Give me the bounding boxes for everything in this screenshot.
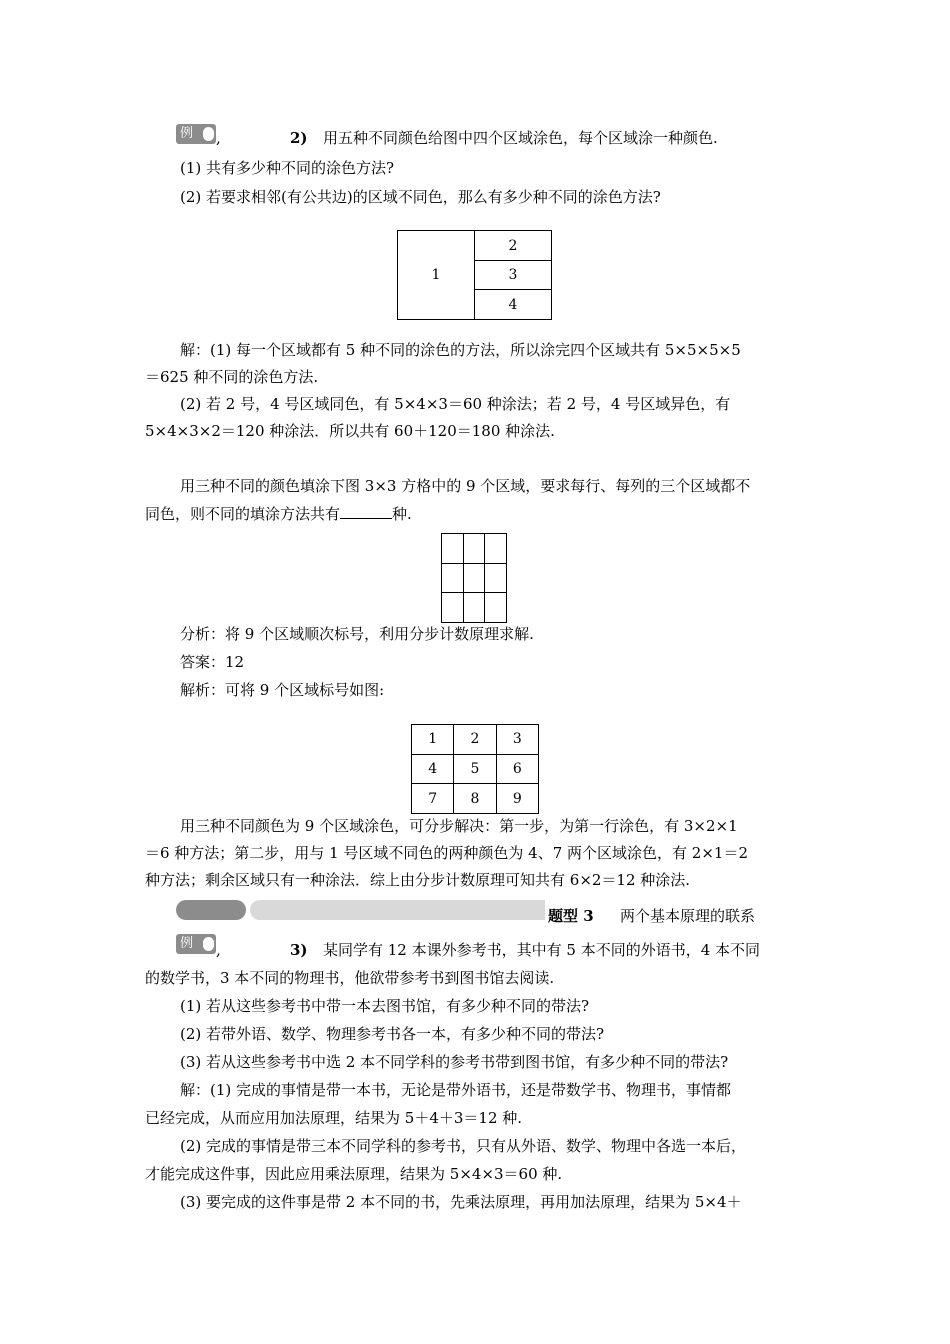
badge-pill-icon [203,127,214,141]
explain-text: 解析：可将 9 个区域标号如图: [180,681,385,699]
question-3: (3) 若从这些参考书中选 2 本不同学科的参考书带到图书馆，有多少种不同的带法? [180,1053,729,1071]
question-1: (1) 若从这些参考书中带一本去图书馆，有多少种不同的带法? [180,997,590,1015]
question-1: (1) 共有多少种不同的涂色方法? [180,159,395,177]
example-badge [176,124,216,144]
region-1 [398,231,475,319]
example-badge [176,934,216,954]
grid-cell: 4 [412,754,454,784]
example-badge-text: 例 [180,936,194,951]
grid-cell: 5 [454,754,496,784]
region-4-label: 4 [508,296,518,313]
solution-2-line-1: (2) 完成的事情是带三本不同学科的参考书，只有从外语、数学、物理中各选一本后， [180,1137,747,1155]
section-banner-light [250,900,545,920]
practice-solution-line-1: 用三种不同颜色为 9 个区域涂色，可分步解决：第一步，为第一行涂色，有 3×2×1 [180,817,738,835]
grid-cell: 3 [496,725,538,755]
grid-cell: 6 [496,754,538,784]
question-2: (2) 若要求相邻(有公共边)的区域不同色，那么有多少种不同的涂色方法? [180,188,661,206]
grid-cell [463,563,485,593]
practice-line-1: 用三种不同的颜色填涂下图 3×3 方格中的 9 个区域，要求每行、每列的三个区域都不 [180,477,751,495]
question-2: (2) 若带外语、数学、物理参考书各一本，有多少种不同的带法? [180,1025,605,1043]
example-number: 2) [290,129,308,147]
section-label: 题型 3 [548,907,594,925]
practice-solution-line-2: ＝6 种方法；第二步，用与 1 号区域不同色的两种颜色为 4、7 两个区域涂色，有 2×1＝2 [145,844,748,862]
grid-cell: 1 [412,725,454,755]
region-3 [475,261,551,290]
answer-text: 答案：12 [180,653,245,671]
region-2-label: 2 [508,237,518,254]
badge-pill-icon [203,937,214,951]
grid-cell [463,593,485,623]
grid-cell [485,534,507,564]
grid-cell [442,534,464,564]
grid-cell [442,563,464,593]
answer-blank [340,504,392,519]
solution-2-line-1: (2) 若 2 号，4 号区域同色，有 5×4×3＝60 种涂法；若 2 号，4 号区域异色，有 [180,395,731,413]
example-stem-line-2: 的数学书，3 本不同的物理书，他欲带参考书到图书馆去阅读. [145,969,555,987]
solution-1-line-2: ＝625 种不同的涂色方法. [145,368,319,386]
grid-cell [463,534,485,564]
grid-cell: 9 [496,784,538,814]
practice-line-2-text: 同色，则不同的填涂方法共有 [145,505,341,523]
region-1-label: 1 [431,267,441,283]
example-number: 3) [290,941,308,959]
example-stem-line-1: 某同学有 12 本课外参考书，其中有 5 本不同的外语书，4 本不同 [323,941,761,959]
region-2 [475,231,551,261]
numbered-3x3-grid [411,724,539,814]
practice-line-2 [145,504,412,524]
region-figure [397,230,552,320]
example-comma: , [216,941,221,959]
example-badge-text: 例 [180,126,194,141]
section-banner-dark [176,900,246,920]
grid-cell: 8 [454,784,496,814]
solution-2-line-2: 5×4×3×2＝120 种涂法．所以共有 60＋120＝180 种涂法. [145,422,555,440]
example-stem: 用五种不同颜色给图中四个区域涂色，每个区域涂一种颜色. [323,129,718,147]
example-comma: , [216,129,221,147]
empty-3x3-grid [441,533,507,623]
section-title: 两个基本原理的联系 [620,907,756,925]
analysis-text: 分析：将 9 个区域顺次标号，利用分步计数原理求解. [180,625,534,643]
solution-2-line-2: 才能完成这件事，因此应用乘法原理，结果为 5×4×3＝60 种. [145,1165,563,1183]
region-4 [475,290,551,319]
practice-solution-line-3: 种方法；剩余区域只有一种涂法．综上由分步计数原理可知共有 6×2＝12 种涂法. [145,871,691,889]
solution-1-line-1: 解：(1) 完成的事情是带一本书，无论是带外语书，还是带数学书、物理书，事情都 [180,1081,732,1099]
practice-line-2-end: 种. [392,505,412,523]
grid-cell [485,593,507,623]
region-3-label: 3 [508,267,518,283]
grid-cell: 2 [454,725,496,755]
solution-1-line-1: 解：(1) 每一个区域都有 5 种不同的涂色的方法，所以涂完四个区域共有 5×5×5×5 [180,341,741,359]
grid-cell [442,593,464,623]
solution-3-line-1: (3) 要完成的这件事是带 2 本不同的书，先乘法原理，再用加法原理，结果为 5×4＋ [180,1193,742,1211]
grid-cell [485,563,507,593]
solution-1-line-2: 已经完成，从而应用加法原理，结果为 5＋4＋3＝12 种. [145,1109,523,1127]
grid-cell: 7 [412,784,454,814]
